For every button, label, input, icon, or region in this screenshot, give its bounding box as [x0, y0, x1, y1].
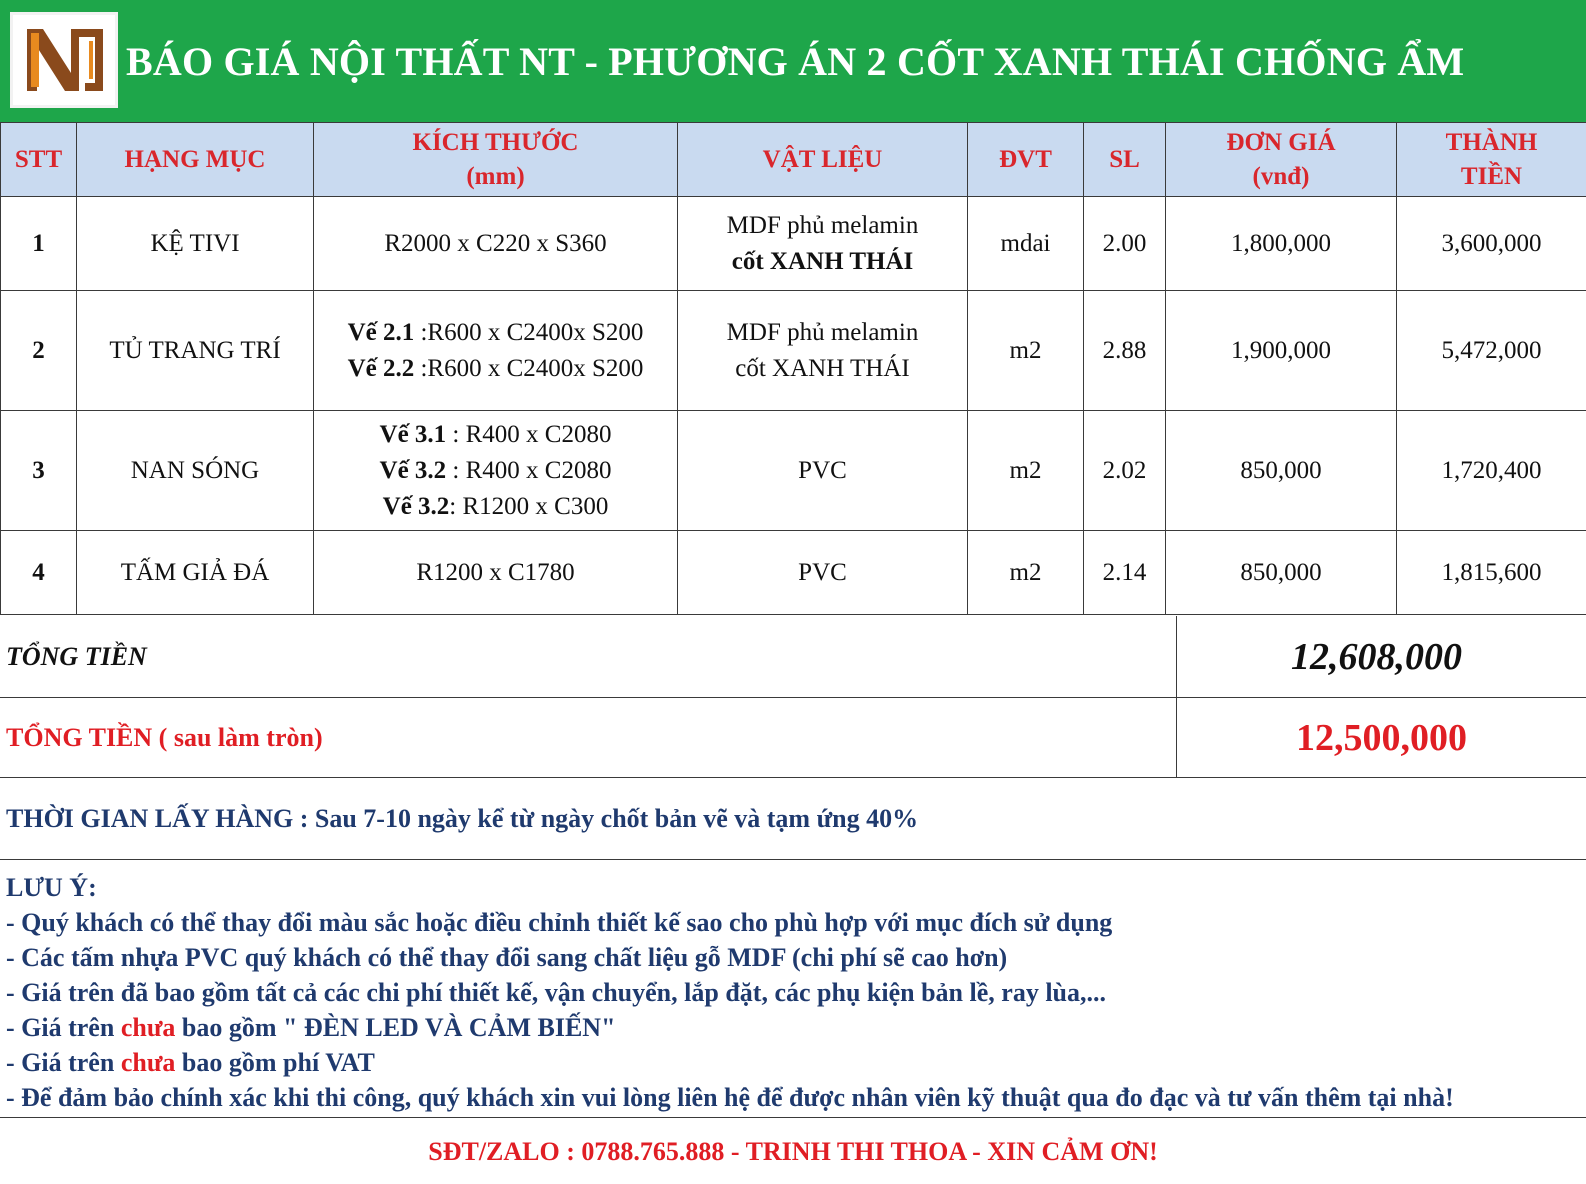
col-header-dimensions: KÍCH THƯỚC (mm) [314, 123, 678, 197]
cell-unit: m2 [968, 531, 1084, 615]
cell-qty: 2.88 [1084, 291, 1166, 411]
cell-total: 1,720,400 [1397, 411, 1586, 531]
note-line: - Quý khách có thể thay đổi màu sắc hoặc điều chỉnh thiết kế sao cho phù hợp với mục đích sử dụng [6, 908, 1113, 937]
cell-unit: m2 [968, 411, 1084, 531]
cell-material: PVC [678, 531, 968, 615]
col-header-qty: SL [1084, 123, 1166, 197]
table-row [1, 531, 1586, 615]
company-logo [10, 12, 118, 108]
cell-dimensions [314, 411, 678, 531]
cell-item: NAN SÓNG [77, 411, 314, 531]
dimension-line: Vế 2.2 :R600 x C2400x S200 [347, 354, 644, 382]
cell-total: 5,472,000 [1397, 291, 1586, 411]
col-header-item: HẠNG MỤC [77, 123, 314, 197]
cell-total: 1,815,600 [1397, 531, 1586, 615]
cell-total: 3,600,000 [1397, 197, 1586, 291]
total-label: TỔNG TIỀN [0, 616, 1177, 697]
dimension-line: Vế 2.1 :R600 x C2400x S200 [347, 318, 644, 346]
notes-heading: LƯU Ý: [6, 873, 97, 902]
table-row [1, 411, 1586, 531]
cell-dimensions [314, 531, 678, 615]
cell-unit-price: 850,000 [1166, 411, 1397, 531]
cell-unit: m2 [968, 291, 1084, 411]
dimension-line: R1200 x C1780 [416, 558, 575, 586]
total-value: 12,608,000 [1291, 635, 1462, 678]
cell-item: TỦ TRANG TRÍ [77, 291, 314, 411]
cell-unit-price: 1,900,000 [1166, 291, 1397, 411]
page-title: BÁO GIÁ NỘI THẤT NT - PHƯƠNG ÁN 2 CỐT XANH THÁI CHỐNG ẨM [126, 39, 1465, 84]
cell-material: MDF phủ melamin cốt XANH THÁI [678, 291, 968, 411]
cell-material: MDF phủ melamin cốt XANH THÁI [678, 197, 968, 291]
col-header-unit: ĐVT [968, 123, 1084, 197]
note-line: - Giá trên chưa bao gồm phí VAT [6, 1048, 375, 1077]
cell-dimensions [314, 291, 678, 411]
cell-unit-price: 850,000 [1166, 531, 1397, 615]
cell-qty: 2.14 [1084, 531, 1166, 615]
cell-stt: 1 [1, 197, 77, 291]
cell-stt: 4 [1, 531, 77, 615]
delivery-time: THỜI GIAN LẤY HÀNG : Sau 7-10 ngày kể từ ngày chốt bản vẽ và tạm ứng 40% [0, 778, 1586, 860]
table-header-row [1, 123, 1586, 197]
col-header-unit-price: ĐƠN GIÁ (vnđ) [1166, 123, 1397, 197]
header-banner [0, 0, 1586, 122]
cell-item: TẤM GIẢ ĐÁ [77, 531, 314, 615]
cell-material: PVC [678, 411, 968, 531]
rounded-total-label: TỔNG TIỀN ( sau làm tròn) [0, 698, 1177, 777]
contact-footer: SĐT/ZALO : 0788.765.888 - TRINH THI THOA - XIN CẢM ƠN! [428, 1137, 1158, 1166]
quote-table [0, 122, 1586, 615]
nt-logo-icon [13, 15, 115, 105]
total-row [0, 616, 1586, 698]
note-line: - Để đảm bảo chính xác khi thi công, quý khách xin vui lòng liên hệ để được nhân viên kỹ thuật qua đo đạc và tư vấn thêm tại nhà! [6, 1083, 1454, 1112]
cell-stt: 2 [1, 291, 77, 411]
col-header-stt: STT [1, 123, 77, 197]
cell-qty: 2.02 [1084, 411, 1166, 531]
cell-dimensions [314, 197, 678, 291]
table-row [1, 291, 1586, 411]
cell-unit: mdai [968, 197, 1084, 291]
col-header-total: THÀNH TIỀN [1397, 123, 1586, 197]
dimension-line: Vế 3.2 : R400 x C2080 [379, 456, 612, 484]
cell-stt: 3 [1, 411, 77, 531]
dimension-line: Vế 3.1 : R400 x C2080 [379, 420, 612, 448]
notes-section [0, 862, 1586, 1118]
cell-qty: 2.00 [1084, 197, 1166, 291]
rounded-total-row [0, 698, 1586, 778]
totals-section [0, 616, 1586, 778]
note-line: - Giá trên đã bao gồm tất cả các chi phí thiết kế, vận chuyển, lắp đặt, các phụ kiện bản lề, ray lùa,... [6, 978, 1106, 1007]
dimension-line: R2000 x C220 x S360 [384, 229, 607, 257]
table-row [1, 197, 1586, 291]
cell-item: KỆ TIVI [77, 197, 314, 291]
dimension-line: Vế 3.2: R1200 x C300 [382, 492, 609, 520]
cell-unit-price: 1,800,000 [1166, 197, 1397, 291]
rounded-total-value: 12,500,000 [1296, 716, 1467, 759]
col-header-material: VẬT LIỆU [678, 123, 968, 197]
note-line: - Giá trên chưa bao gồm " ĐÈN LED VÀ CẢM BIẾN" [6, 1013, 616, 1042]
note-line: - Các tấm nhựa PVC quý khách có thể thay đổi sang chất liệu gỗ MDF (chi phí sẽ cao hơn) [6, 943, 1008, 972]
